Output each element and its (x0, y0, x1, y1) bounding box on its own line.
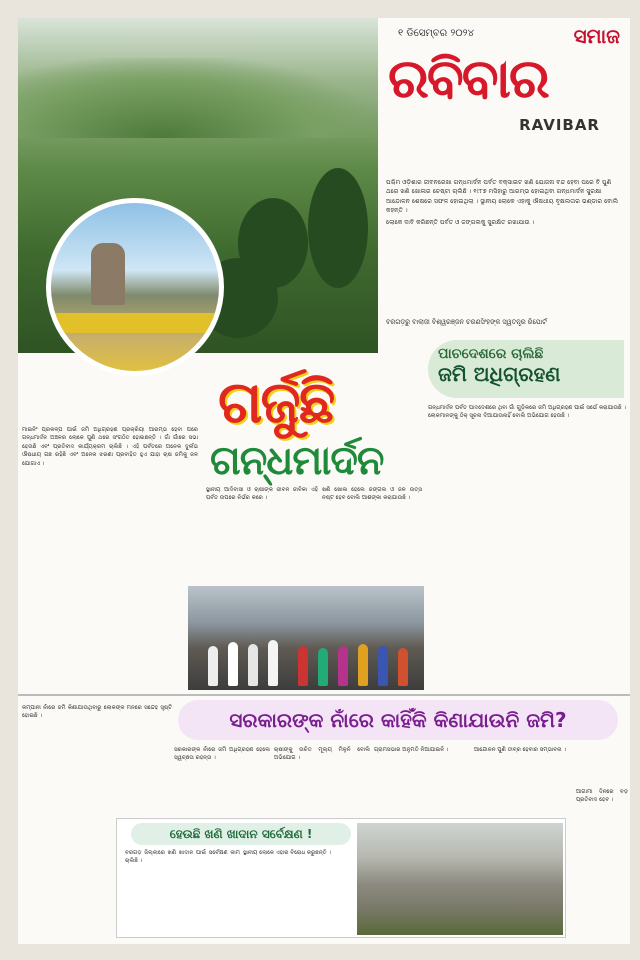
person (268, 640, 278, 686)
temple-tower (91, 243, 125, 305)
intro-text (386, 178, 622, 229)
side-headline-line1: ପାଚଦେଶରେ ଚାଲିଛି (438, 346, 544, 362)
temple-railing (51, 313, 224, 333)
article-column: ଗ୍ରାମସଭାର ଅନୁମତି ନିଆଯାଇନି । (374, 747, 449, 753)
section-divider (18, 694, 630, 696)
article-column: ସ୍ଥାନୀୟ ଲୋକେ ଏହାର ବିରୋଧ କରୁଛନ୍ତି । (243, 850, 331, 856)
person (228, 642, 238, 686)
masthead (378, 18, 630, 168)
ravibar-english: RAVIBAR (519, 116, 600, 134)
samaj-logo: ସମାଜ (573, 24, 620, 48)
article-column: ବରଗଡ଼ ଜିଲ୍ଲାରେ ଖଣି ଖାଦାନ ପାଇଁ ସର୍ବେକ୍ଷଣ କାମ ଚାଲିଛି । (125, 850, 240, 865)
hill-ridge (18, 58, 378, 138)
newspaper-page (18, 18, 630, 944)
person (338, 646, 348, 686)
person (298, 646, 308, 686)
mining-survey-headline: ହେଉଛି ଖଣି ଖାଦାନ ସର୍ବେକ୍ଷଣ ! (131, 823, 351, 845)
article-column: ଆଗାମୀ ଦିନରେ ବଡ଼ ପ୍ରତିବାଦ ହେବ । (576, 789, 628, 804)
protest-photo (188, 586, 424, 690)
mining-survey-box (116, 818, 566, 938)
article-column: ଚାଷୀଙ୍କୁ ଉଚିତ ମୂଲ୍ୟ ମିଳୁନି ବୋଲି ଅଭିଯୋଗ । (274, 747, 370, 762)
bottom-headline: ସରକାରଙ୍କ ନାଁରେ କାହିଁକି କିଣାଯାଉନି ଜମି? (178, 700, 618, 740)
issue-date: ୧ ଡିସେମ୍ବର ୨୦୨୪ (398, 28, 474, 39)
person (378, 646, 388, 686)
article-column: ସ୍ଥାନୀୟ ଆଦିବାସୀ ଓ ଚାଷୀଙ୍କ ଜୀବନ ଜୀବିକା ଏହି ପର୍ବତ ଉପରେ ନିର୍ଭର କରେ । (206, 487, 318, 502)
main-headline-line2: ଗନ୍ଧମାର୍ଦନ (210, 438, 384, 484)
person (318, 648, 328, 686)
article-column: କମ୍ପାନୀ ନାଁରେ ଜମି କିଣାଯାଉଥିବାରୁ ଲୋକଙ୍କ ମନରେ ସନ୍ଦେହ ସୃଷ୍ଟି ହୋଇଛି । (22, 705, 172, 720)
person (208, 646, 218, 686)
side-headline-line2: ଜମି ଅଧିଗ୍ରହଣ (438, 362, 561, 386)
quarry-photo (357, 823, 563, 935)
article-column: ସରକାରଙ୍କ ନାଁରେ ଜମି ଅଧିଗ୍ରହଣ ହେଲେ ସ୍ୱଚ୍ଛତା ରହନ୍ତା । (174, 747, 270, 762)
side-headline (428, 340, 624, 398)
byline: ବରଗଡ଼ରୁ ବାଲାଜୀ ବିଶ୍ୱରଞ୍ଜନ ଚରଣସିଂହଙ୍କ ସ୍ୱତନ୍ତ୍ର ରିପୋର୍ଟ (386, 318, 547, 326)
tree (308, 168, 368, 288)
person (398, 648, 408, 686)
article-column: ଆନ୍ଦୋଳନ ପୁଣି ତୀବ୍ର ହେବାର ସମ୍ଭାବନା । (474, 747, 566, 753)
article-column: ମାଇନିଂ ପ୍ରକଳ୍ପ ପାଇଁ ଜମି ଅଧିଗ୍ରହଣ ପ୍ରକ୍ରିୟା ଆରମ୍ଭ ହେବା ପରେ ଗନ୍ଧମାର୍ଦନ ଅଞ୍ଚଳର ଲୋକେ ପୁଣି ଥରେ ସଂଗଠିତ ହୋଇଛନ୍ତି । ଗାଁ ଗାଁରେ ସଭା ହେଉଛି ଏବଂ ପ୍ରତିବାଦ କାର୍ଯ୍ୟକ୍ରମ ଚାଲିଛି । ଏହି ପର୍ବତରେ ଅନେକ ଦୁର୍ଲଭ ଔଷଧୀୟ ଗଛ ରହିଛି ଏବଂ ଅନେକ ଝରଣା ପ୍ରବାହିତ ହୁଏ ଯାହା ଚାଷ ଜମିକୁ ଜଳ ଯୋଗାଏ । (22, 427, 198, 467)
ravibar-title: ରବିବାର (388, 47, 548, 110)
intro-para: ପଶ୍ଚିମ ଓଡ଼ିଶାର ଜୀବନରେଖା ଗନ୍ଧମାର୍ଦନ ପର୍ବତ ବକ୍ସାଇଟ ଖଣି ଯୋଜନା ବନ୍ଦ ହେବା ପରେ ବି ପୁଣି ଥରେ ଖଣି ଖୋଳାର ଚେଷ୍ଟା ଚାଲିଛି । ୧୯୮୭ ମସିହାରୁ ଆରମ୍ଭ ହୋଇଥିବା ଗନ୍ଧମାର୍ଦନ ସୁରକ୍ଷା ଆନ୍ଦୋଳନ ଶେଷରେ ସଫଳ ହୋଇଥିଲା । ସ୍ଥାନୀୟ ଲୋକେ ଏହାକୁ ଔଷଧୀୟ ବୃକ୍ଷଲତାର ଭଣ୍ଡାର ବୋଲି କହନ୍ତି । (386, 179, 619, 215)
article-column: ଖଣି ଖୋଳା ହେଲେ ଜଙ୍ଗଲ ଓ ଜଳ ଉତ୍ସ ନଷ୍ଟ ହେବ ବୋଲି ଆଶଙ୍କା କରାଯାଉଛି । (322, 487, 422, 502)
intro-para: ଲୋକେ ଦାବି କରିଛନ୍ତି ପର୍ବତ ଓ ଜଙ୍ଗଲକୁ ସୁରକ୍ଷିତ ରଖାଯାଉ । (386, 218, 535, 226)
person (248, 644, 258, 686)
person (358, 644, 368, 686)
main-headline-line1: ଗର୍ଜୁଛି (218, 368, 334, 436)
temple-photo (46, 198, 224, 376)
article-column: ଗନ୍ଧମାର୍ଦନ ପର୍ବତ ପାଦଦେଶରେ ଥିବା ଗାଁ ଗୁଡ଼ିକରେ ଜମି ଅଧିଗ୍ରହଣ ପାଇଁ ସର୍ଭେ କରାଯାଉଛି । ଲୋକମାନଙ୍କୁ ଠିକ୍ ସୂଚନା ଦିଆଯାଉନାହିଁ ବୋଲି ଅଭିଯୋଗ ହେଉଛି । (428, 405, 626, 420)
